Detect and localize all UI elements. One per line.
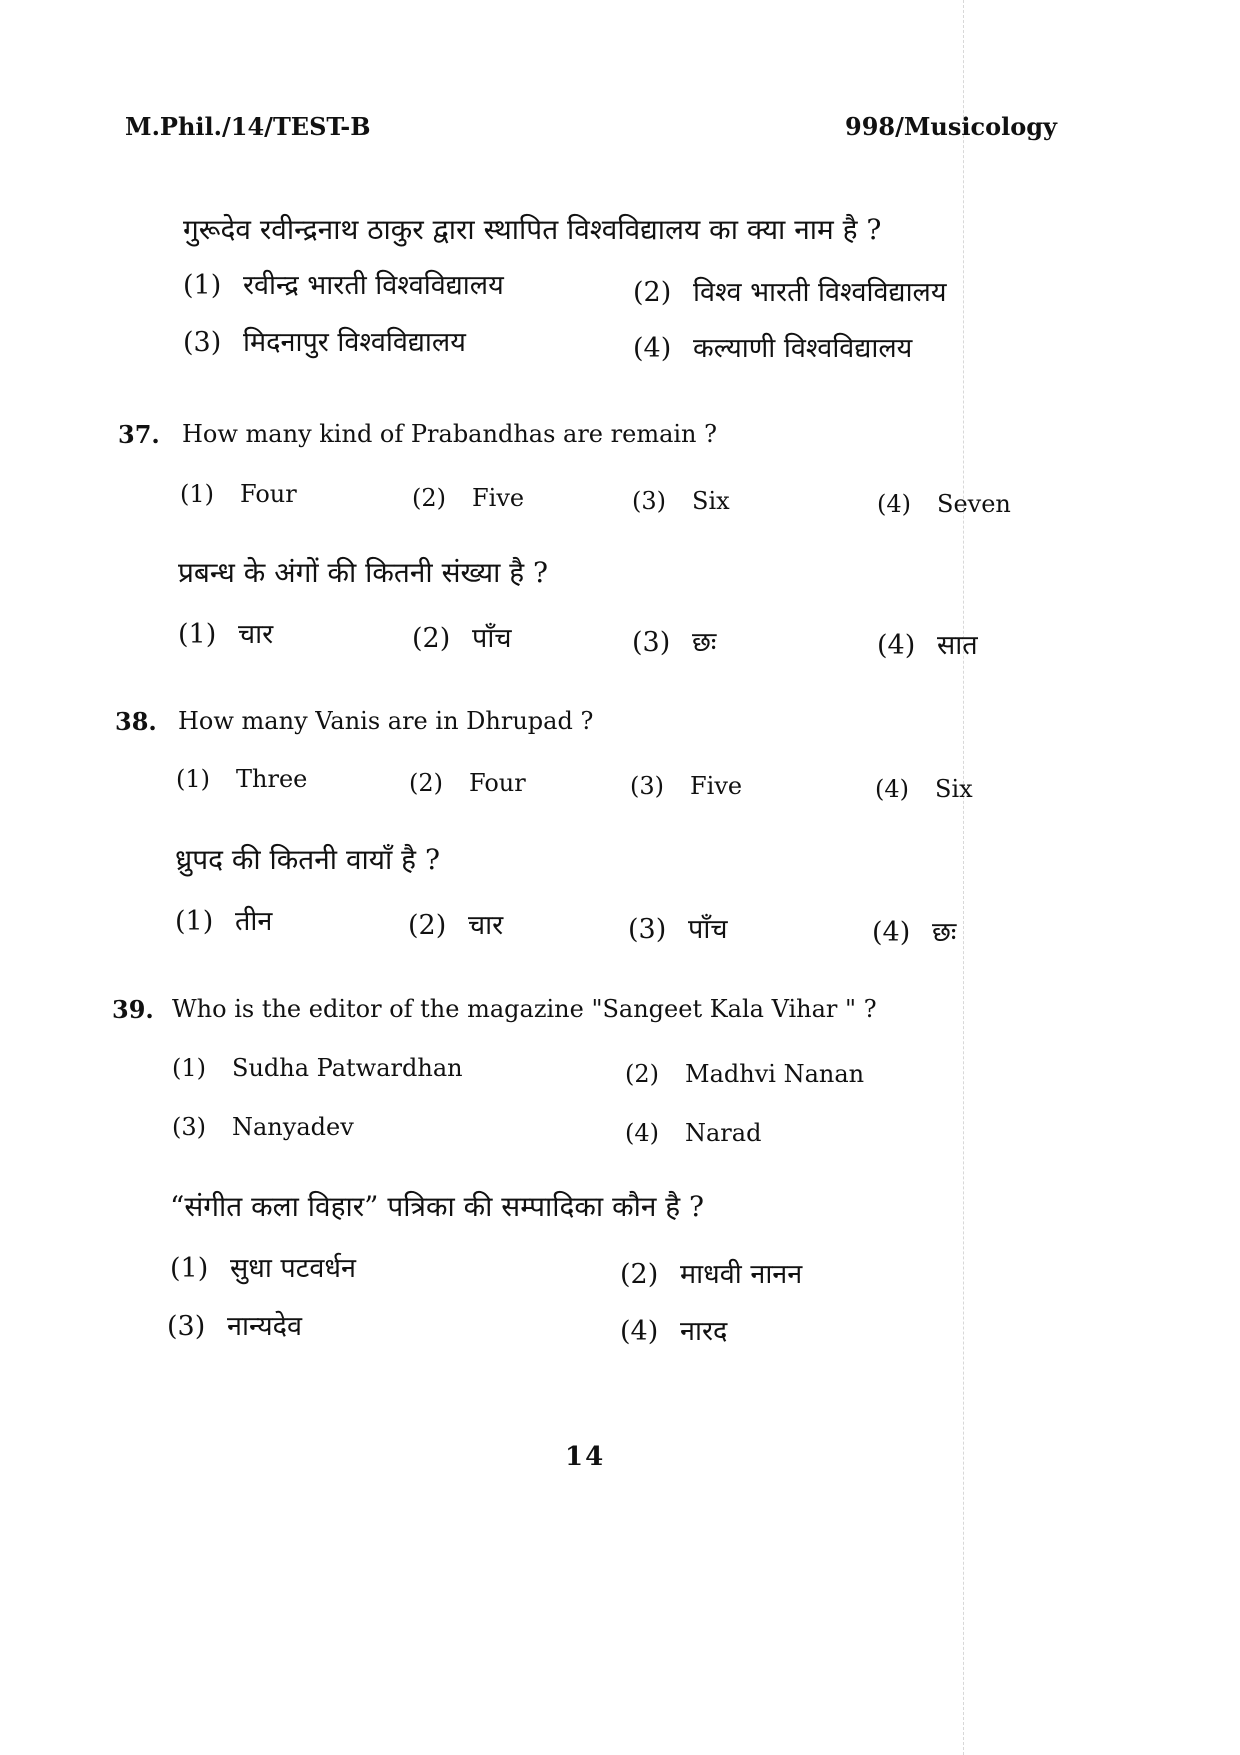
option-number: (3)	[183, 327, 222, 358]
option-text: Four	[240, 480, 297, 508]
option-number: (2)	[412, 484, 446, 512]
option-text: Narad	[685, 1119, 762, 1147]
q39-number: 39.	[112, 995, 154, 1024]
option-text: Seven	[937, 490, 1011, 518]
q39-option-hindi-4	[620, 1311, 727, 1348]
q39-option-3	[172, 1113, 354, 1141]
option-text: नारद	[680, 1316, 728, 1347]
q38-option-1	[176, 765, 307, 793]
q39-option-hindi-3	[167, 1306, 302, 1343]
option-number: (1)	[176, 765, 210, 793]
q37-option-2	[412, 484, 524, 512]
option-text: माधवी नानन	[680, 1259, 803, 1290]
q37-option-hindi-2	[412, 618, 511, 655]
scan-edge-line	[963, 0, 965, 1755]
option-number: (1)	[170, 1253, 209, 1284]
option-text: पाँच	[472, 623, 512, 654]
option-text: Sudha Patwardhan	[232, 1054, 463, 1082]
q39-option-hindi-2	[620, 1254, 802, 1291]
option-number: (4)	[875, 775, 909, 803]
q38-question: How many Vanis are in Dhrupad ?	[178, 707, 594, 735]
option-text: सुधा पटवर्धन	[230, 1253, 356, 1284]
option-number: (4)	[625, 1119, 659, 1147]
q36-option-2	[633, 272, 947, 309]
option-number: (3)	[630, 772, 664, 800]
q38-option-3	[630, 772, 742, 800]
q37-option-hindi-3	[632, 622, 716, 659]
page-number: 14	[565, 1442, 606, 1472]
option-number: (1)	[178, 619, 217, 650]
q38-option-hindi-1	[175, 901, 272, 938]
option-text: नान्यदेव	[227, 1311, 302, 1342]
q37-option-4	[877, 490, 1011, 518]
option-number: (3)	[172, 1113, 206, 1141]
option-text: विश्व भारती विश्वविद्यालय	[693, 277, 947, 308]
option-text: Four	[469, 769, 526, 797]
q39-question: Who is the editor of the magazine "Sangeet Kala Vihar " ?	[172, 995, 877, 1023]
option-text: कल्याणी विश्वविद्यालय	[693, 333, 913, 364]
option-text: तीन	[235, 906, 273, 937]
option-number: (3)	[632, 487, 666, 515]
option-number: (1)	[175, 906, 214, 937]
q39-option-4	[625, 1119, 761, 1147]
option-text: Five	[690, 772, 743, 800]
option-number: (2)	[633, 277, 672, 308]
option-number: (4)	[872, 917, 911, 948]
option-text: चार	[468, 910, 504, 941]
q38-option-2	[409, 769, 526, 797]
q36-option-4	[633, 328, 912, 365]
option-text: Nanyadev	[232, 1113, 354, 1141]
option-number: (3)	[628, 914, 667, 945]
option-number: (2)	[409, 769, 443, 797]
option-number: (2)	[625, 1060, 659, 1088]
option-number: (1)	[172, 1054, 206, 1082]
option-text: छः	[932, 917, 957, 948]
q38-option-hindi-3	[628, 909, 727, 946]
option-number: (1)	[180, 480, 214, 508]
option-text: रवीन्द्र भारती विश्वविद्यालय	[243, 270, 504, 301]
q37-question: How many kind of Prabandhas are remain ?	[182, 420, 718, 448]
q37-option-3	[632, 487, 730, 515]
q38-option-hindi-2	[408, 905, 503, 942]
option-text: Five	[472, 484, 525, 512]
option-text: Three	[236, 765, 308, 793]
q39-option-2	[625, 1060, 864, 1088]
option-text: छः	[692, 627, 717, 658]
q37-number: 37.	[118, 420, 160, 449]
option-number: (2)	[408, 910, 447, 941]
q36-option-3	[183, 322, 466, 359]
option-number: (4)	[877, 630, 916, 661]
option-text: चार	[238, 619, 274, 650]
option-text: Madhvi Nanan	[685, 1060, 865, 1088]
q39-option-1	[172, 1054, 463, 1082]
option-number: (3)	[632, 627, 671, 658]
option-number: (3)	[167, 1311, 206, 1342]
option-number: (1)	[183, 270, 222, 301]
q36-question-hindi: गुरूदेव रवीन्द्रनाथ ठाकुर द्वारा स्थापित विश्वविद्यालय का क्या नाम है ?	[183, 213, 882, 246]
option-text: Six	[935, 775, 973, 803]
option-number: (2)	[412, 623, 451, 654]
option-text: Six	[692, 487, 730, 515]
q39-option-hindi-1	[170, 1248, 356, 1285]
option-text: मिदनापुर विश्वविद्यालय	[243, 327, 466, 358]
option-number: (4)	[633, 333, 672, 364]
header-code: M.Phil./14/TEST-B	[125, 112, 371, 141]
q37-option-hindi-1	[178, 614, 273, 651]
q36-option-1	[183, 265, 504, 302]
q37-question-hindi: प्रबन्ध के अंगों की कितनी संख्या है ?	[178, 556, 549, 589]
option-number: (4)	[877, 490, 911, 518]
q39-question-hindi: “संगीत कला विहार” पत्रिका की सम्पादिका कौन है ?	[170, 1190, 705, 1223]
q37-option-1	[180, 480, 297, 508]
option-text: सात	[937, 630, 978, 661]
option-text: पाँच	[688, 914, 728, 945]
q38-option-4	[875, 775, 973, 803]
option-number: (4)	[620, 1316, 659, 1347]
q37-option-hindi-4	[877, 625, 978, 662]
header-subject: 998/Musicology	[845, 112, 1057, 141]
q38-number: 38.	[115, 707, 157, 736]
q38-option-hindi-4	[872, 912, 956, 949]
q38-question-hindi: ध्रुपद की कितनी वायाँ है ?	[175, 843, 440, 876]
option-number: (2)	[620, 1259, 659, 1290]
